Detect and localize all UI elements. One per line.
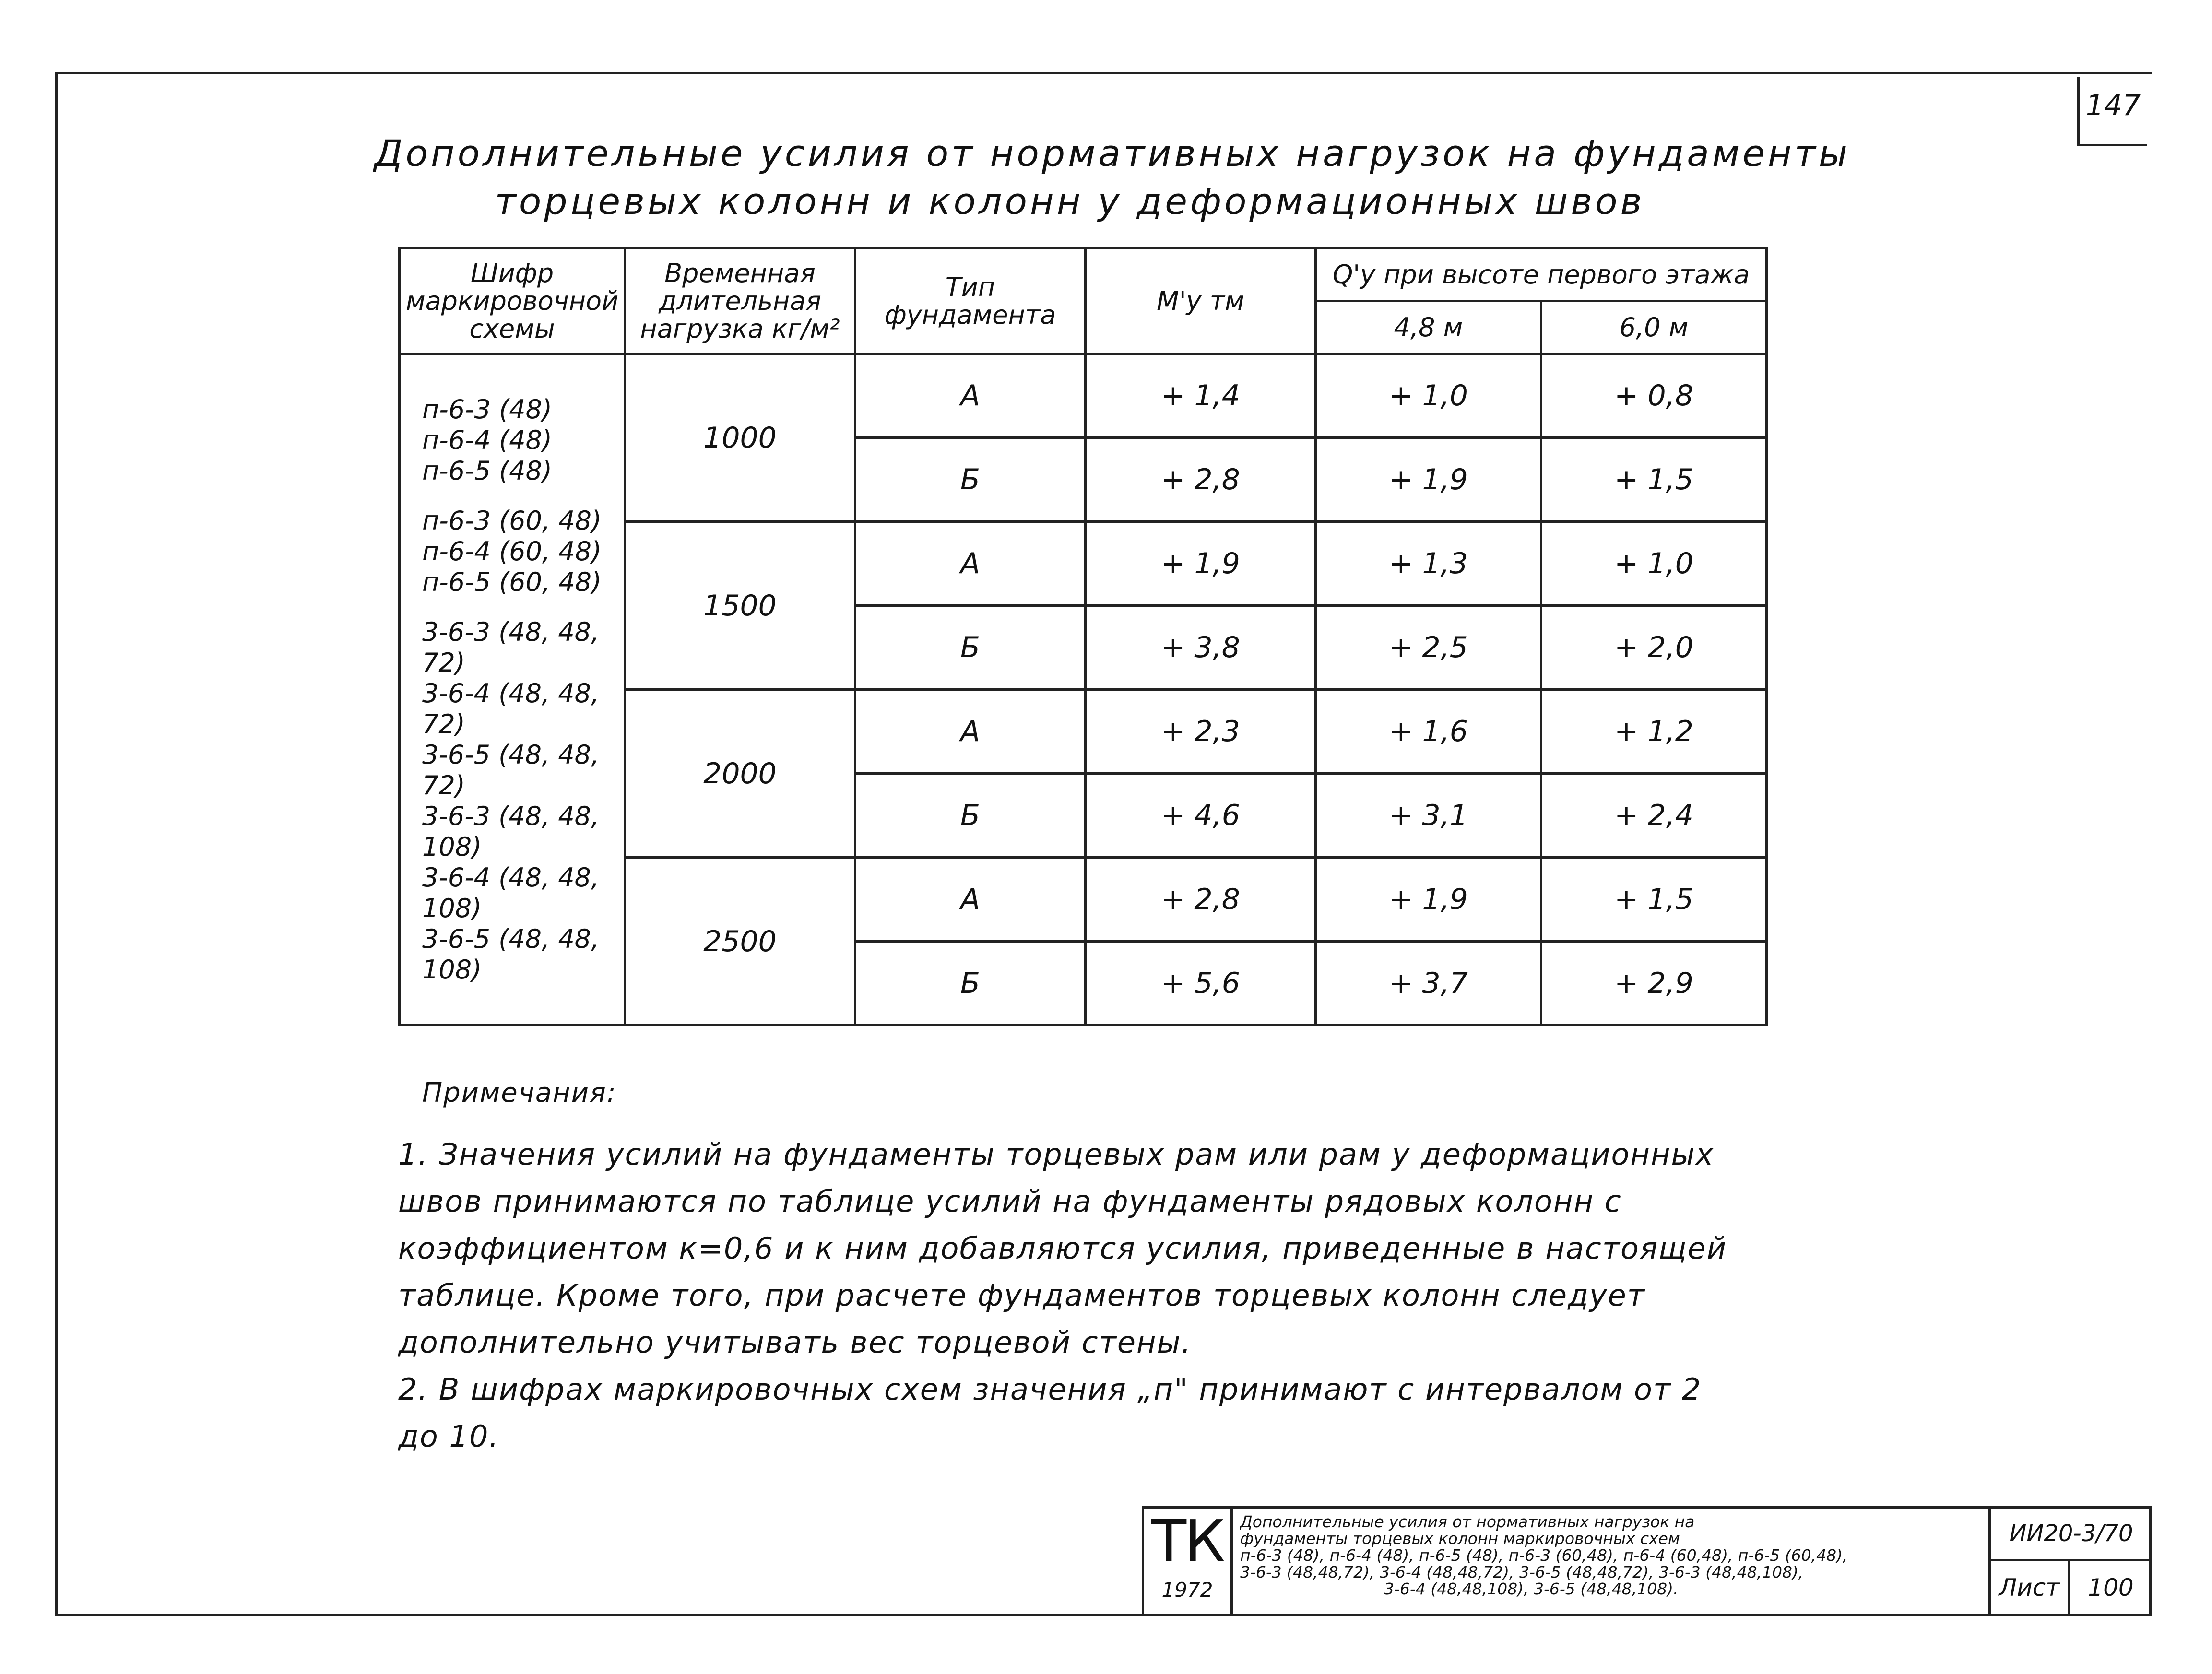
notes-heading: Примечания: (422, 1077, 617, 1108)
stamp-desc-line: 3-6-3 (48,48,72), 3-6-4 (48,48,72), 3-6-5 (48,48,72), 3-6-3 (48,48,108), (1240, 1563, 1804, 1581)
foundation-type-cell: Б (855, 942, 1086, 1026)
moment-cell: + 1,9 (1086, 522, 1316, 606)
q60-cell: + 1,5 (1541, 438, 1767, 522)
foundation-type-cell: Б (855, 774, 1086, 858)
sheet-number: 100 (2088, 1574, 2134, 1602)
q60-cell: + 0,8 (1541, 354, 1767, 438)
q60-cell: + 2,9 (1541, 942, 1767, 1026)
scheme-code: п-6-5 (48) (422, 455, 553, 486)
title-line-1: Дополнительные усилия от нормативных нагрузок на фундаменты (374, 132, 1850, 175)
load-cell: 1000 (625, 354, 855, 522)
q48-cell: + 1,0 (1316, 354, 1541, 438)
moment-cell: + 5,6 (1086, 942, 1316, 1026)
notes-section (398, 1070, 1741, 1460)
title-line-2: торцевых колонн и колонн у деформационных швов (495, 180, 1645, 223)
load-cell: 2000 (625, 690, 855, 858)
scheme-code: 3-6-4 (48, 48, 72) (422, 678, 600, 739)
moment-cell: + 2,3 (1086, 690, 1316, 774)
foundation-type-cell: А (855, 690, 1086, 774)
note-1: 1. Значения усилий на фундаменты торцевых рам или рам у деформационных швов принимаются по таблице усилий на фундаменты рядовых колонн с коэффициентом к=0,6 и к ним добавляются усилия, приведенные в настоящей таблице. Кроме того, при расчете фундаментов торцевых колонн следует дополнительно учитывать вес торцевой стены. (398, 1137, 1727, 1360)
sheet-label: Лист (1988, 1561, 2070, 1614)
load-cell: 2500 (625, 858, 855, 1026)
scheme-code: 3-6-5 (48, 48, 108) (422, 923, 600, 985)
header-q-4-8: 4,8 м (1316, 301, 1541, 354)
q60-cell: + 2,0 (1541, 606, 1767, 690)
stamp-description (1240, 1513, 1988, 1614)
stamp-desc-line: п-6-3 (48), п-6-4 (48), п-6-5 (48), п-6-3 (60,48), п-6-4 (60,48), п-6-5 (60,48), (1240, 1546, 1848, 1565)
q48-cell: + 3,7 (1316, 942, 1541, 1026)
scheme-group-2 (422, 506, 624, 598)
header-moment: M'y тм (1086, 248, 1316, 354)
scheme-group-1 (422, 394, 624, 486)
scheme-code: 3-6-3 (48, 48, 72) (422, 616, 600, 678)
scheme-code: п-6-3 (60, 48) (422, 505, 602, 536)
q60-cell: + 1,2 (1541, 690, 1767, 774)
scheme-code: 3-6-4 (48, 48, 108) (422, 862, 600, 923)
moment-cell: + 3,8 (1086, 606, 1316, 690)
header-load: Временная длительная нагрузка кг/м² (625, 248, 855, 354)
scheme-code: п-6-4 (48) (422, 424, 553, 455)
moment-cell: + 2,8 (1086, 858, 1316, 942)
moment-cell: + 4,6 (1086, 774, 1316, 858)
foundation-type-cell: А (855, 522, 1086, 606)
scheme-code: 3-6-3 (48, 48, 108) (422, 801, 600, 862)
logo-text: ТК (1151, 1509, 1224, 1575)
q48-cell: + 2,5 (1316, 606, 1541, 690)
moment-cell: + 2,8 (1086, 438, 1316, 522)
moment-cell: + 1,4 (1086, 354, 1316, 438)
header-q-6-0: 6,0 м (1541, 301, 1767, 354)
document-code: ИИ20-3/70 (1988, 1509, 2152, 1561)
q48-cell: + 1,9 (1316, 858, 1541, 942)
page-number: 147 (2077, 77, 2147, 146)
header-scheme: Шифр маркировочной схемы (400, 248, 625, 354)
stamp-desc-line: Дополнительные усилия от нормативных нагрузок на (1240, 1513, 1695, 1531)
title-block (1142, 1506, 2152, 1616)
header-foundation-type: Тип фундамента (855, 248, 1086, 354)
q48-cell: + 1,3 (1316, 522, 1541, 606)
foundation-type-cell: Б (855, 438, 1086, 522)
q60-cell: + 1,0 (1541, 522, 1767, 606)
q48-cell: + 1,9 (1316, 438, 1541, 522)
scheme-cell (400, 354, 625, 1026)
scheme-group-3 (422, 617, 624, 985)
scheme-code: п-6-5 (60, 48) (422, 566, 602, 597)
scheme-code: п-6-4 (60, 48) (422, 536, 602, 566)
stamp-desc-line: 3-6-4 (48,48,108), 3-6-5 (48,48,108). (1384, 1580, 1679, 1598)
stamp-desc-line: фундаменты торцевых колонн маркировочных схем (1240, 1529, 1680, 1548)
scheme-code: 3-6-5 (48, 48, 72) (422, 739, 600, 801)
q60-cell: + 1,5 (1541, 858, 1767, 942)
q48-cell: + 3,1 (1316, 774, 1541, 858)
foundation-type-cell: А (855, 858, 1086, 942)
page-title (374, 130, 1850, 225)
load-cell: 1500 (625, 522, 855, 690)
logo-year: 1972 (1161, 1578, 1213, 1602)
note-2: 2. В шифрах маркировочных схем значения „п" принимают с интервалом от 2 до 10. (398, 1372, 1702, 1454)
q48-cell: + 1,6 (1316, 690, 1541, 774)
foundation-type-cell: Б (855, 606, 1086, 690)
header-q-group: Q'y при высоте первого этажа (1316, 248, 1767, 301)
q60-cell: + 2,4 (1541, 774, 1767, 858)
scheme-code: п-6-3 (48) (422, 394, 553, 424)
tk-logo (1144, 1509, 1233, 1614)
forces-table (398, 247, 1768, 1026)
foundation-type-cell: А (855, 354, 1086, 438)
